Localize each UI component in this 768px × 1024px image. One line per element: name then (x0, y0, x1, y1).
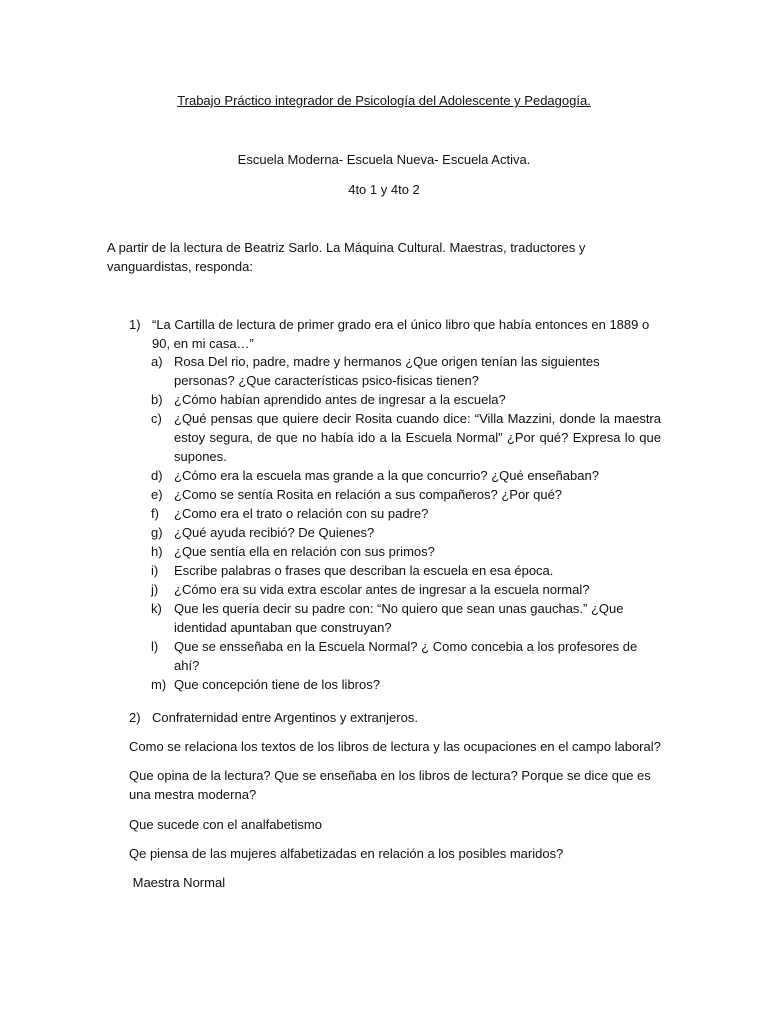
list-item (151, 561, 661, 580)
document-subtitle: Escuela Moderna- Escuela Nueva- Escuela Activa. (237, 152, 531, 167)
question-2-paragraph: Qe piensa de las mujeres alfabetizadas en relación a los posibles maridos? (129, 846, 564, 861)
list-item (151, 580, 661, 599)
question-1 (129, 315, 669, 353)
question-2 (129, 708, 669, 727)
item-text: Escribe palabras o frases que describan la escuela en esa época. (174, 563, 554, 578)
list-item (151, 637, 661, 675)
intro-paragraph: A partir de la lectura de Beatriz Sarlo. La Máquina Cultural. Maestras, traductores y vanguardistas, responda: (107, 240, 586, 274)
list-item (151, 466, 661, 485)
question-1-number: 1) (129, 317, 141, 332)
list-item (151, 352, 661, 390)
item-letter: f) (151, 506, 159, 521)
question-2-paragraph: Que sucede con el analfabetismo (129, 817, 322, 832)
item-text: Que concepción tiene de los libros? (174, 677, 380, 692)
signature-line: Maestra Normal (129, 875, 226, 890)
list-item (151, 390, 661, 409)
question-1-text: “La Cartilla de lectura de primer grado era el único libro que había entonces en 1889 o 90, en mi casa…” (152, 317, 650, 351)
item-letter: j) (151, 582, 159, 597)
document-title: Trabajo Práctico integrador de Psicología del Adolescente y Pedagogía. (177, 93, 591, 108)
item-letter: b) (151, 392, 163, 407)
question-2-number: 2) (129, 710, 141, 725)
item-letter: l) (151, 639, 159, 654)
item-letter: c) (151, 411, 162, 426)
question-2-paragraph: Como se relaciona los textos de los libros de lectura y las ocupaciones en el campo laboral? (129, 739, 661, 754)
list-item (151, 599, 661, 637)
item-letter: g) (151, 525, 163, 540)
course-label: 4to 1 y 4to 2 (348, 182, 420, 197)
item-text: ¿Que sentía ella en relación con sus primos? (174, 544, 435, 559)
item-letter: k) (151, 601, 162, 616)
item-text: ¿Qué ayuda recibió? De Quienes? (174, 525, 375, 540)
item-letter: e) (151, 487, 163, 502)
item-text: ¿Qué pensas que quiere decir Rosita cuando dice: “Villa Mazzini, donde la maestra estoy segura, de que no había ido a la Escuela Normal” ¿Por qué? Expresa lo que supones. (174, 411, 661, 464)
item-letter: h) (151, 544, 163, 559)
item-text: ¿Cómo habían aprendido antes de ingresar a la escuela? (174, 392, 506, 407)
item-text: ¿Como era el trato o relación con su padre? (174, 506, 429, 521)
list-item (151, 504, 661, 523)
list-item (151, 409, 661, 466)
item-text: ¿Cómo era su vida extra escolar antes de ingresar a la escuela normal? (174, 582, 590, 597)
item-text: Rosa Del rio, padre, madre y hermanos ¿Que origen tenían las siguientes personas? ¿Que características psico-fisicas tienen? (174, 354, 600, 388)
list-item (151, 675, 661, 694)
item-text: Que se ensseñaba en la Escuela Normal? ¿ Como concebia a los profesores de ahí? (174, 639, 638, 673)
question-1-subitems (151, 352, 661, 694)
item-letter: m) (151, 677, 167, 692)
list-item (151, 485, 661, 504)
list-item (151, 523, 661, 542)
item-letter: a) (151, 354, 163, 369)
question-2-text: Confraternidad entre Argentinos y extranjeros. (152, 710, 418, 725)
question-2-paragraph: Que opina de la lectura? Que se enseñaba en los libros de lectura? Porque se dice que es una mestra moderna? (129, 768, 651, 802)
item-text: ¿Como se sentía Rosita en relación a sus compañeros? ¿Por qué? (174, 487, 563, 502)
item-letter: i) (151, 563, 159, 578)
list-item (151, 542, 661, 561)
item-text: ¿Cómo era la escuela mas grande a la que concurrio? ¿Qué enseñaban? (174, 468, 599, 483)
item-letter: d) (151, 468, 163, 483)
item-text: Que les quería decir su padre con: “No quiero que sean unas gauchas.” ¿Que identidad apuntaban que construyan? (174, 601, 624, 635)
